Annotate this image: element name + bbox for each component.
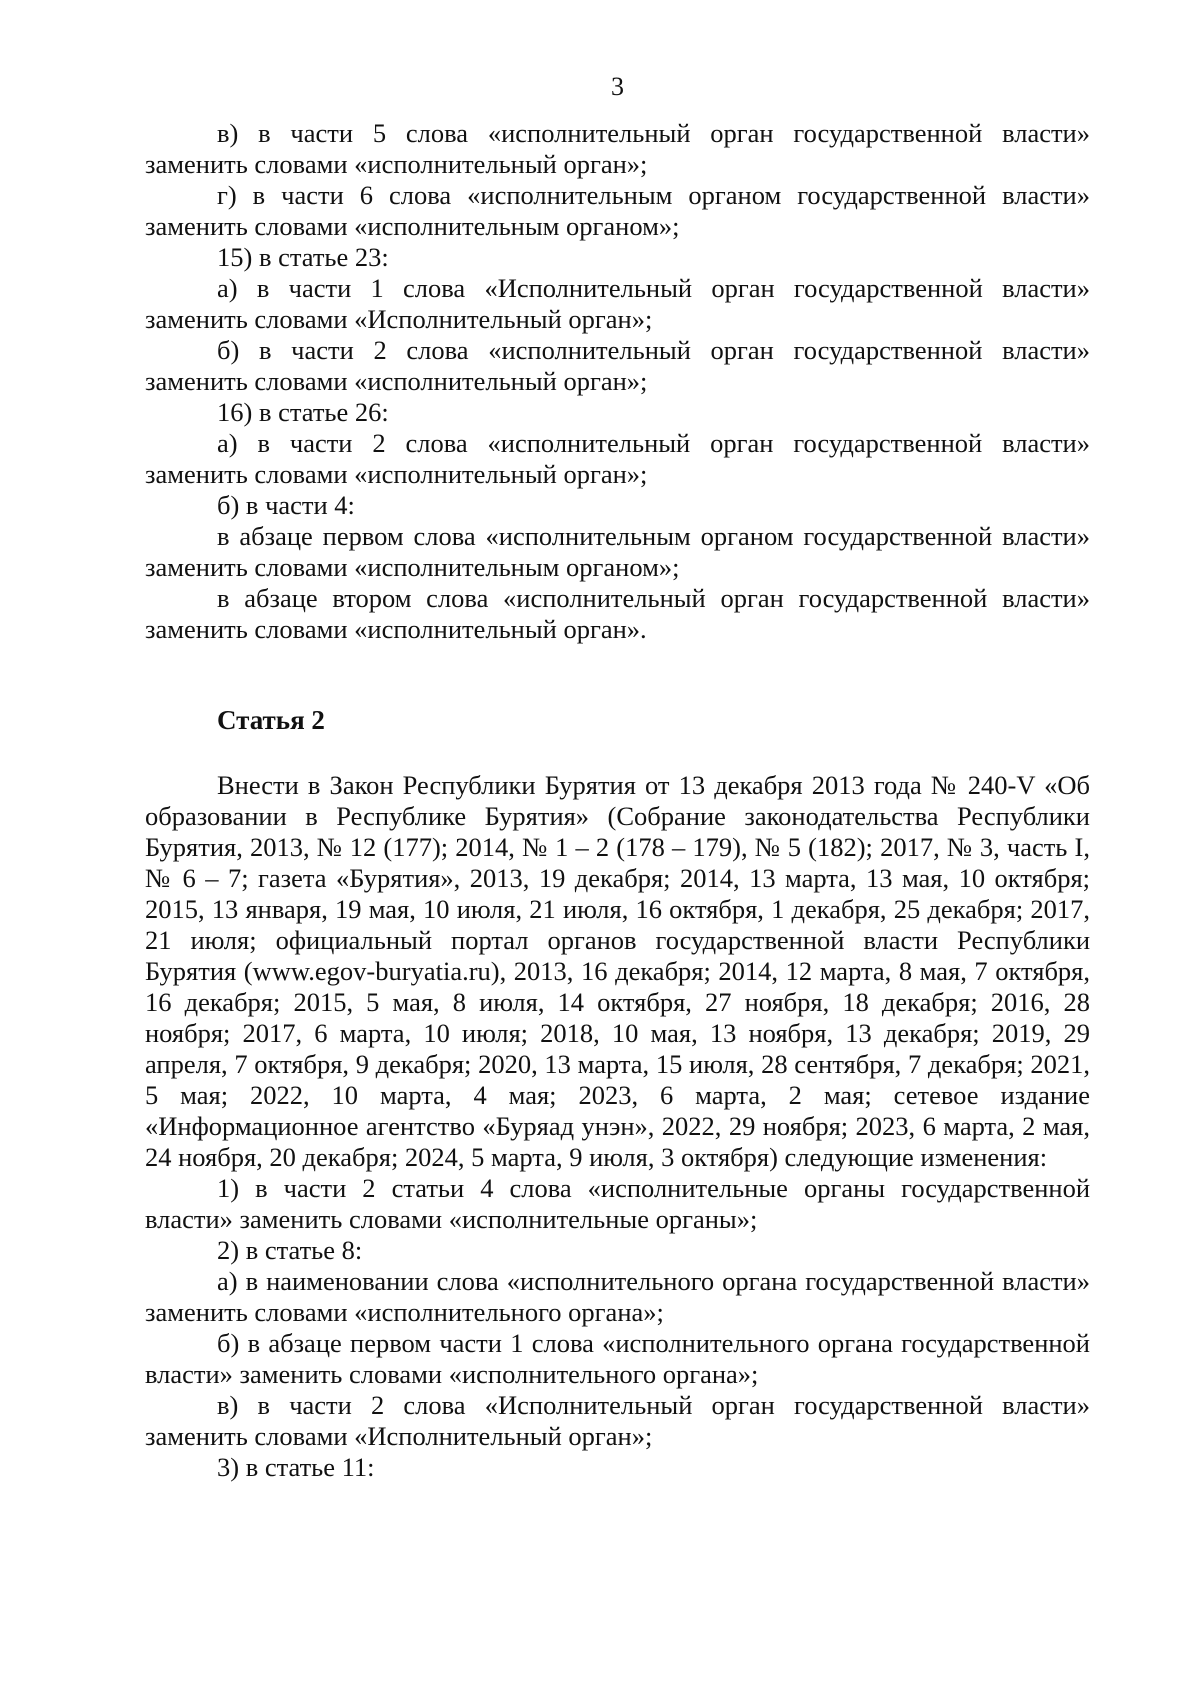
paragraph: 3) в статье 11: bbox=[217, 1452, 375, 1482]
paragraph: в абзаце втором слова «исполнительный орган государственной власти» заменить словами «исполнительный орган». bbox=[145, 583, 1090, 644]
section-heading: Статья 2 bbox=[217, 705, 325, 735]
paragraph: 2) в статье 8: bbox=[217, 1235, 363, 1265]
paragraph: б) в части 4: bbox=[217, 490, 355, 520]
paragraph: 1) в части 2 статьи 4 слова «исполнительные органы государственной власти» заменить словами «исполнительные органы»; bbox=[145, 1173, 1090, 1234]
paragraph: в абзаце первом слова «исполнительным органом государственной власти» заменить словами «исполнительным органом»; bbox=[145, 521, 1090, 582]
paragraph: Внести в Закон Республики Бурятия от 13 декабря 2013 года № 240-V «Об образовании в Республике Бурятия» (Собрание законодательства Республики Бурятия, 2013, № 12 (177); 2014, № 1 – 2 (178 – 179), № 5 (182); 2017, № 3, часть I, № 6 – 7; газета «Бурятия», 2013, 19 декабря; 2014, 13 марта, 13 мая, 10 октября; 2015, 13 января, 19 мая, 10 июля, 21 июля, 16 октября, 1 декабря, 25 декабря; 2017, 21 июля; официальный портал органов государственной власти Республики Бурятия (www.egov-buryatia.ru), 2013, 16 декабря; 2014, 12 марта, 8 мая, 7 октября, 16 декабря; 2015, 5 мая, 8 июля, 14 октября, 27 ноября, 18 декабря; 2016, 28 ноября; 2017, 6 марта, 10 июля; 2018, 10 мая, 13 ноября, 13 декабря; 2019, 29 апреля, 7 октября, 9 декабря; 2020, 13 марта, 15 июля, 28 сентября, 7 декабря; 2021, 5 мая; 2022, 10 марта, 4 мая; 2023, 6 марта, 2 мая; сетевое издание «Информационное агентство «Буряад унэн», 2022, 29 ноября; 2023, 6 марта, 2 мая, 24 ноября, 20 декабря; 2024, 5 марта, 9 июля, 3 октября) следующие изменения: bbox=[145, 770, 1090, 1172]
page-number: 3 bbox=[611, 72, 624, 101]
paragraph: в) в части 5 слова «исполнительный орган государственной власти» заменить словами «исполнительный орган»; bbox=[145, 118, 1090, 179]
amendments-list-continued bbox=[145, 118, 1090, 645]
paragraph: 16) в статье 26: bbox=[217, 397, 389, 427]
section-body bbox=[145, 770, 1090, 1483]
document-page bbox=[145, 0, 1090, 1698]
paragraph: а) в части 1 слова «Исполнительный орган государственной власти» заменить словами «Исполнительный орган»; bbox=[145, 273, 1090, 334]
paragraph: б) в части 2 слова «исполнительный орган государственной власти» заменить словами «исполнительный орган»; bbox=[145, 335, 1090, 396]
paragraph: а) в наименовании слова «исполнительного органа государственной власти» заменить словами «исполнительного органа»; bbox=[145, 1266, 1090, 1327]
paragraph: в) в части 2 слова «Исполнительный орган государственной власти» заменить словами «Исполнительный орган»; bbox=[145, 1390, 1090, 1451]
paragraph: 15) в статье 23: bbox=[217, 242, 389, 272]
paragraph: а) в части 2 слова «исполнительный орган государственной власти» заменить словами «исполнительный орган»; bbox=[145, 428, 1090, 489]
paragraph: г) в части 6 слова «исполнительным органом государственной власти» заменить словами «исполнительным органом»; bbox=[145, 180, 1090, 241]
paragraph: б) в абзаце первом части 1 слова «исполнительного органа государственной власти» заменить словами «исполнительного органа»; bbox=[145, 1328, 1090, 1389]
